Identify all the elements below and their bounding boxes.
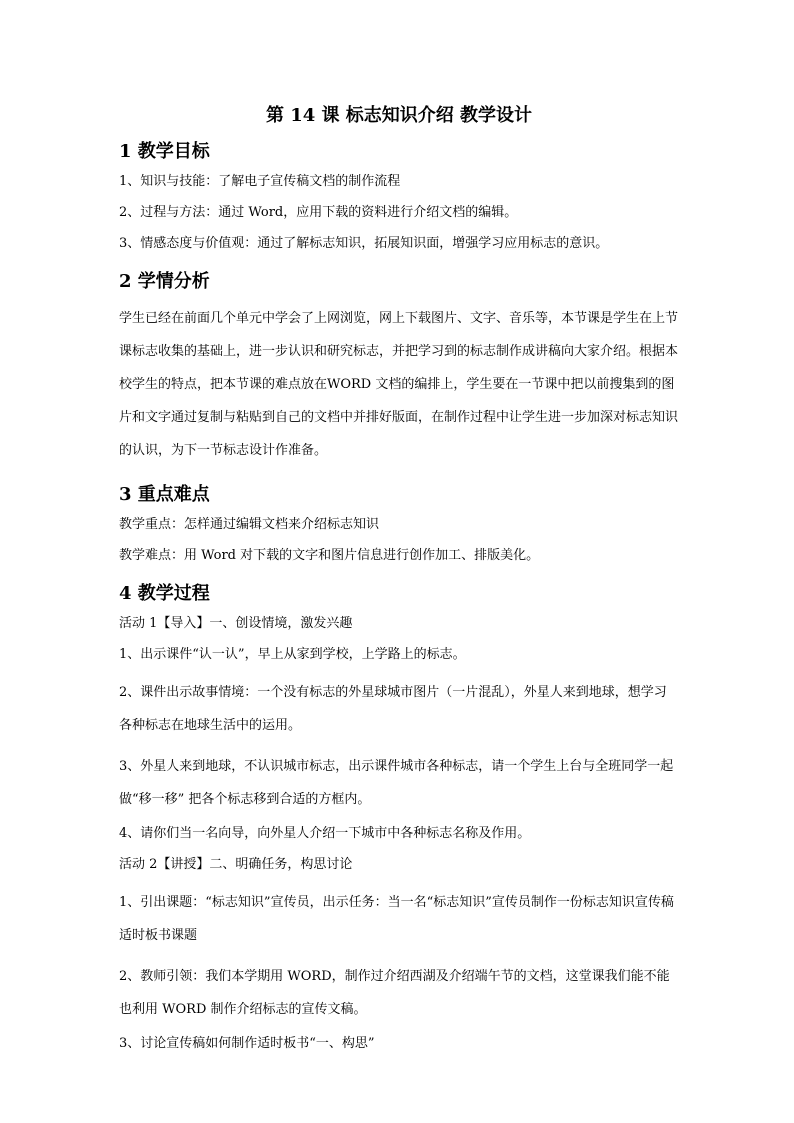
paragraph: 1、出示课件“认一认”，早上从家到学校，上学路上的标志。 [119,647,466,662]
section-heading: 3 重点难点 [119,484,210,505]
section-teaching-process [119,580,679,1054]
document-title: 第 14 课 标志知识介绍 教学设计 [265,105,533,126]
section-heading: 4 教学过程 [119,583,210,604]
paragraph: 学生已经在前面几个单元中学会了上网浏览，网上下载图片、文字、音乐等，本节课是学生在上节课标志收集的基础上，进一步认识和研究标志，并把学习到的标志制作成讲稿向大家介绍。根据本校学生的特点，把本节课的难点放在WORD 文档的编排上，学生要在一节课中把以前搜集到的图片和文字通过复制与粘贴到自己的文档中并排好版面，在制作过程中让学生进一步加深对标志知识的认识，为下一节标志设计作准备。 [119,311,679,458]
paragraph: 3、讨论宣传稿如何制作适时板书“一、构思” [119,1036,375,1051]
paragraph: 3、情感态度与价值观：通过了解标志知识，拓展知识面，增强学习应用标志的意识。 [119,236,609,251]
paragraph: 活动 2【讲授】二、明确任务，构思讨论 [119,857,353,872]
paragraph: 1、知识与技能：了解电子宣传稿文档的制作流程 [119,174,401,189]
document-body [119,102,679,1068]
paragraph: 教学难点：用 Word 对下载的文字和图片信息进行创作加工、排版美化。 [119,548,540,563]
section-teaching-goals [119,138,679,254]
paragraph: 2、教师引领：我们本学期用 WORD，制作过介绍西湖及介绍端午节的文档，这堂课我们能不能也利用 WORD 制作介绍标志的宣传文稿。 [119,969,670,1017]
paragraph: 3、外星人来到地球，不认识城市标志，出示课件城市各种标志，请一个学生上台与全班同学一起做“移一移” 把各个标志移到合适的方框内。 [119,759,674,807]
paragraph: 4、请你们当一名向导，向外星人介绍一下城市中各种标志名称及作用。 [119,826,531,841]
section-student-analysis [119,268,679,467]
paragraph: 2、过程与方法：通过 Word，应用下载的资料进行介绍文档的编辑。 [119,205,518,220]
paragraph: 活动 1【导入】一、创设情境，激发兴趣 [119,616,353,631]
paragraph: 教学重点：怎样通过编辑文档来介绍标志知识 [119,517,380,532]
section-heading: 2 学情分析 [119,271,210,292]
section-heading: 1 教学目标 [119,141,210,162]
paragraph: 1、引出课题：“标志知识”宣传员，出示任务：当一名“标志知识”宣传员制作一份标志知识宣传稿适时板书课题 [119,895,674,943]
section-key-points [119,481,679,566]
paragraph: 2、课件出示故事情境：一个没有标志的外星球城市图片（一片混乱），外星人来到地球，想学习各种标志在地球生活中的运用。 [119,685,667,733]
